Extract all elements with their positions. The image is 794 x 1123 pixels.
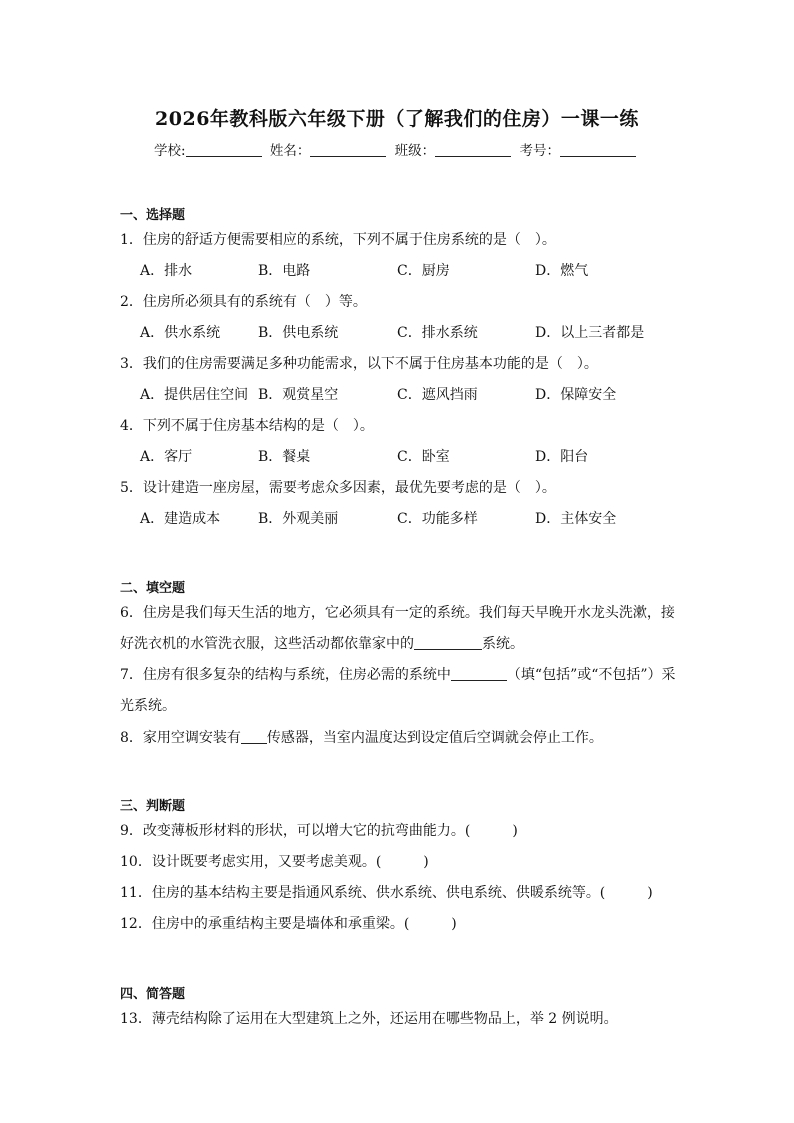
question-5: 5．设计建造一座房屋，需要考虑众多因素，最优先要考虑的是（ ）。 bbox=[120, 480, 556, 496]
option-c[interactable]: C．厨房 bbox=[397, 263, 450, 279]
question-11: 11．住房的基本结构主要是指通风系统、供水系统、供电系统、供暖系统等。( ) bbox=[120, 885, 653, 901]
section-heading-short-answer: 四、简答题 bbox=[120, 987, 186, 1002]
section-heading-judge: 三、判断题 bbox=[120, 799, 186, 814]
option-d[interactable]: D．保障安全 bbox=[535, 387, 617, 403]
answer-blank-6[interactable] bbox=[414, 635, 482, 650]
section-heading-choice: 一、选择题 bbox=[120, 208, 186, 223]
option-b[interactable]: B．供电系统 bbox=[258, 325, 339, 341]
question-7-line-1: 7．住房有很多复杂的结构与系统，住房必需的系统中 （填“包括”或“不包括”）采 bbox=[120, 667, 676, 683]
question-13: 13．薄壳结构除了运用在大型建筑上之外，还运用在哪些物品上，举 2 例说明。 bbox=[120, 1011, 618, 1027]
question-1: 1．住房的舒适方便需要相应的系统，下列不属于住房系统的是（ ）。 bbox=[120, 232, 556, 248]
class-label: 班级： bbox=[394, 143, 436, 159]
option-a[interactable]: A．供水系统 bbox=[140, 325, 221, 341]
name-label: 姓名： bbox=[269, 143, 311, 159]
option-b[interactable]: B．观赏星空 bbox=[258, 387, 339, 403]
id-label: 考号： bbox=[519, 143, 560, 159]
question-4-options bbox=[140, 446, 760, 466]
id-blank[interactable] bbox=[560, 142, 636, 157]
option-a[interactable]: A．排水 bbox=[140, 263, 193, 279]
option-b[interactable]: B．电路 bbox=[258, 263, 311, 279]
option-b[interactable]: B．餐桌 bbox=[258, 449, 311, 465]
question-2-options bbox=[140, 322, 760, 342]
option-a[interactable]: A．建造成本 bbox=[140, 511, 221, 527]
option-a[interactable]: A．提供居住空间 bbox=[140, 387, 249, 403]
page-title: 2026年教科版六年级下册（了解我们的住房）一课一练 bbox=[155, 108, 639, 130]
question-6-line-1: 6．住房是我们每天生活的地方，它必须具有一定的系统。我们每天早晚开水龙头洗漱，接 bbox=[120, 605, 675, 621]
question-2: 2．住房所必须具有的系统有（ ）等。 bbox=[120, 294, 367, 310]
question-7-line-2: 光系统。 bbox=[120, 698, 176, 714]
question-4: 4．下列不属于住房基本结构的是（ ）。 bbox=[120, 418, 374, 434]
option-c[interactable]: C．功能多样 bbox=[397, 511, 478, 527]
school-blank[interactable] bbox=[186, 142, 262, 157]
question-9: 9．改变薄板形材料的形状，可以增大它的抗弯曲能力。( ) bbox=[120, 823, 518, 839]
school-label: 学校: bbox=[154, 143, 186, 159]
question-1-options bbox=[140, 260, 760, 280]
option-d[interactable]: D．主体安全 bbox=[535, 511, 617, 527]
question-5-options bbox=[140, 508, 760, 528]
question-3-options bbox=[140, 384, 760, 404]
question-10: 10．设计既要考虑实用，又要考虑美观。( ) bbox=[120, 854, 429, 870]
option-c[interactable]: C．排水系统 bbox=[397, 325, 478, 341]
option-c[interactable]: C．遮风挡雨 bbox=[397, 387, 478, 403]
student-info-line bbox=[0, 139, 794, 159]
section-heading-fill: 二、填空题 bbox=[120, 581, 186, 596]
option-b[interactable]: B．外观美丽 bbox=[258, 511, 339, 527]
answer-blank-7[interactable] bbox=[451, 666, 507, 681]
question-3: 3．我们的住房需要满足多种功能需求，以下不属于住房基本功能的是（ ）。 bbox=[120, 356, 598, 372]
answer-blank-8[interactable] bbox=[241, 729, 267, 744]
option-d[interactable]: D．以上三者都是 bbox=[535, 325, 645, 341]
option-d[interactable]: D．阳台 bbox=[535, 449, 589, 465]
question-8: 8．家用空调安装有 传感器，当室内温度达到设定值后空调就会停止工作。 bbox=[120, 730, 603, 746]
option-c[interactable]: C．卧室 bbox=[397, 449, 450, 465]
option-d[interactable]: D．燃气 bbox=[535, 263, 589, 279]
option-a[interactable]: A．客厅 bbox=[140, 449, 193, 465]
name-blank[interactable] bbox=[310, 142, 386, 157]
question-12: 12．住房中的承重结构主要是墙体和承重梁。( ) bbox=[120, 916, 457, 932]
class-blank[interactable] bbox=[435, 142, 511, 157]
question-6-line-2: 好洗衣机的水管洗衣服，这些活动都依靠家中的 系统。 bbox=[120, 636, 524, 652]
